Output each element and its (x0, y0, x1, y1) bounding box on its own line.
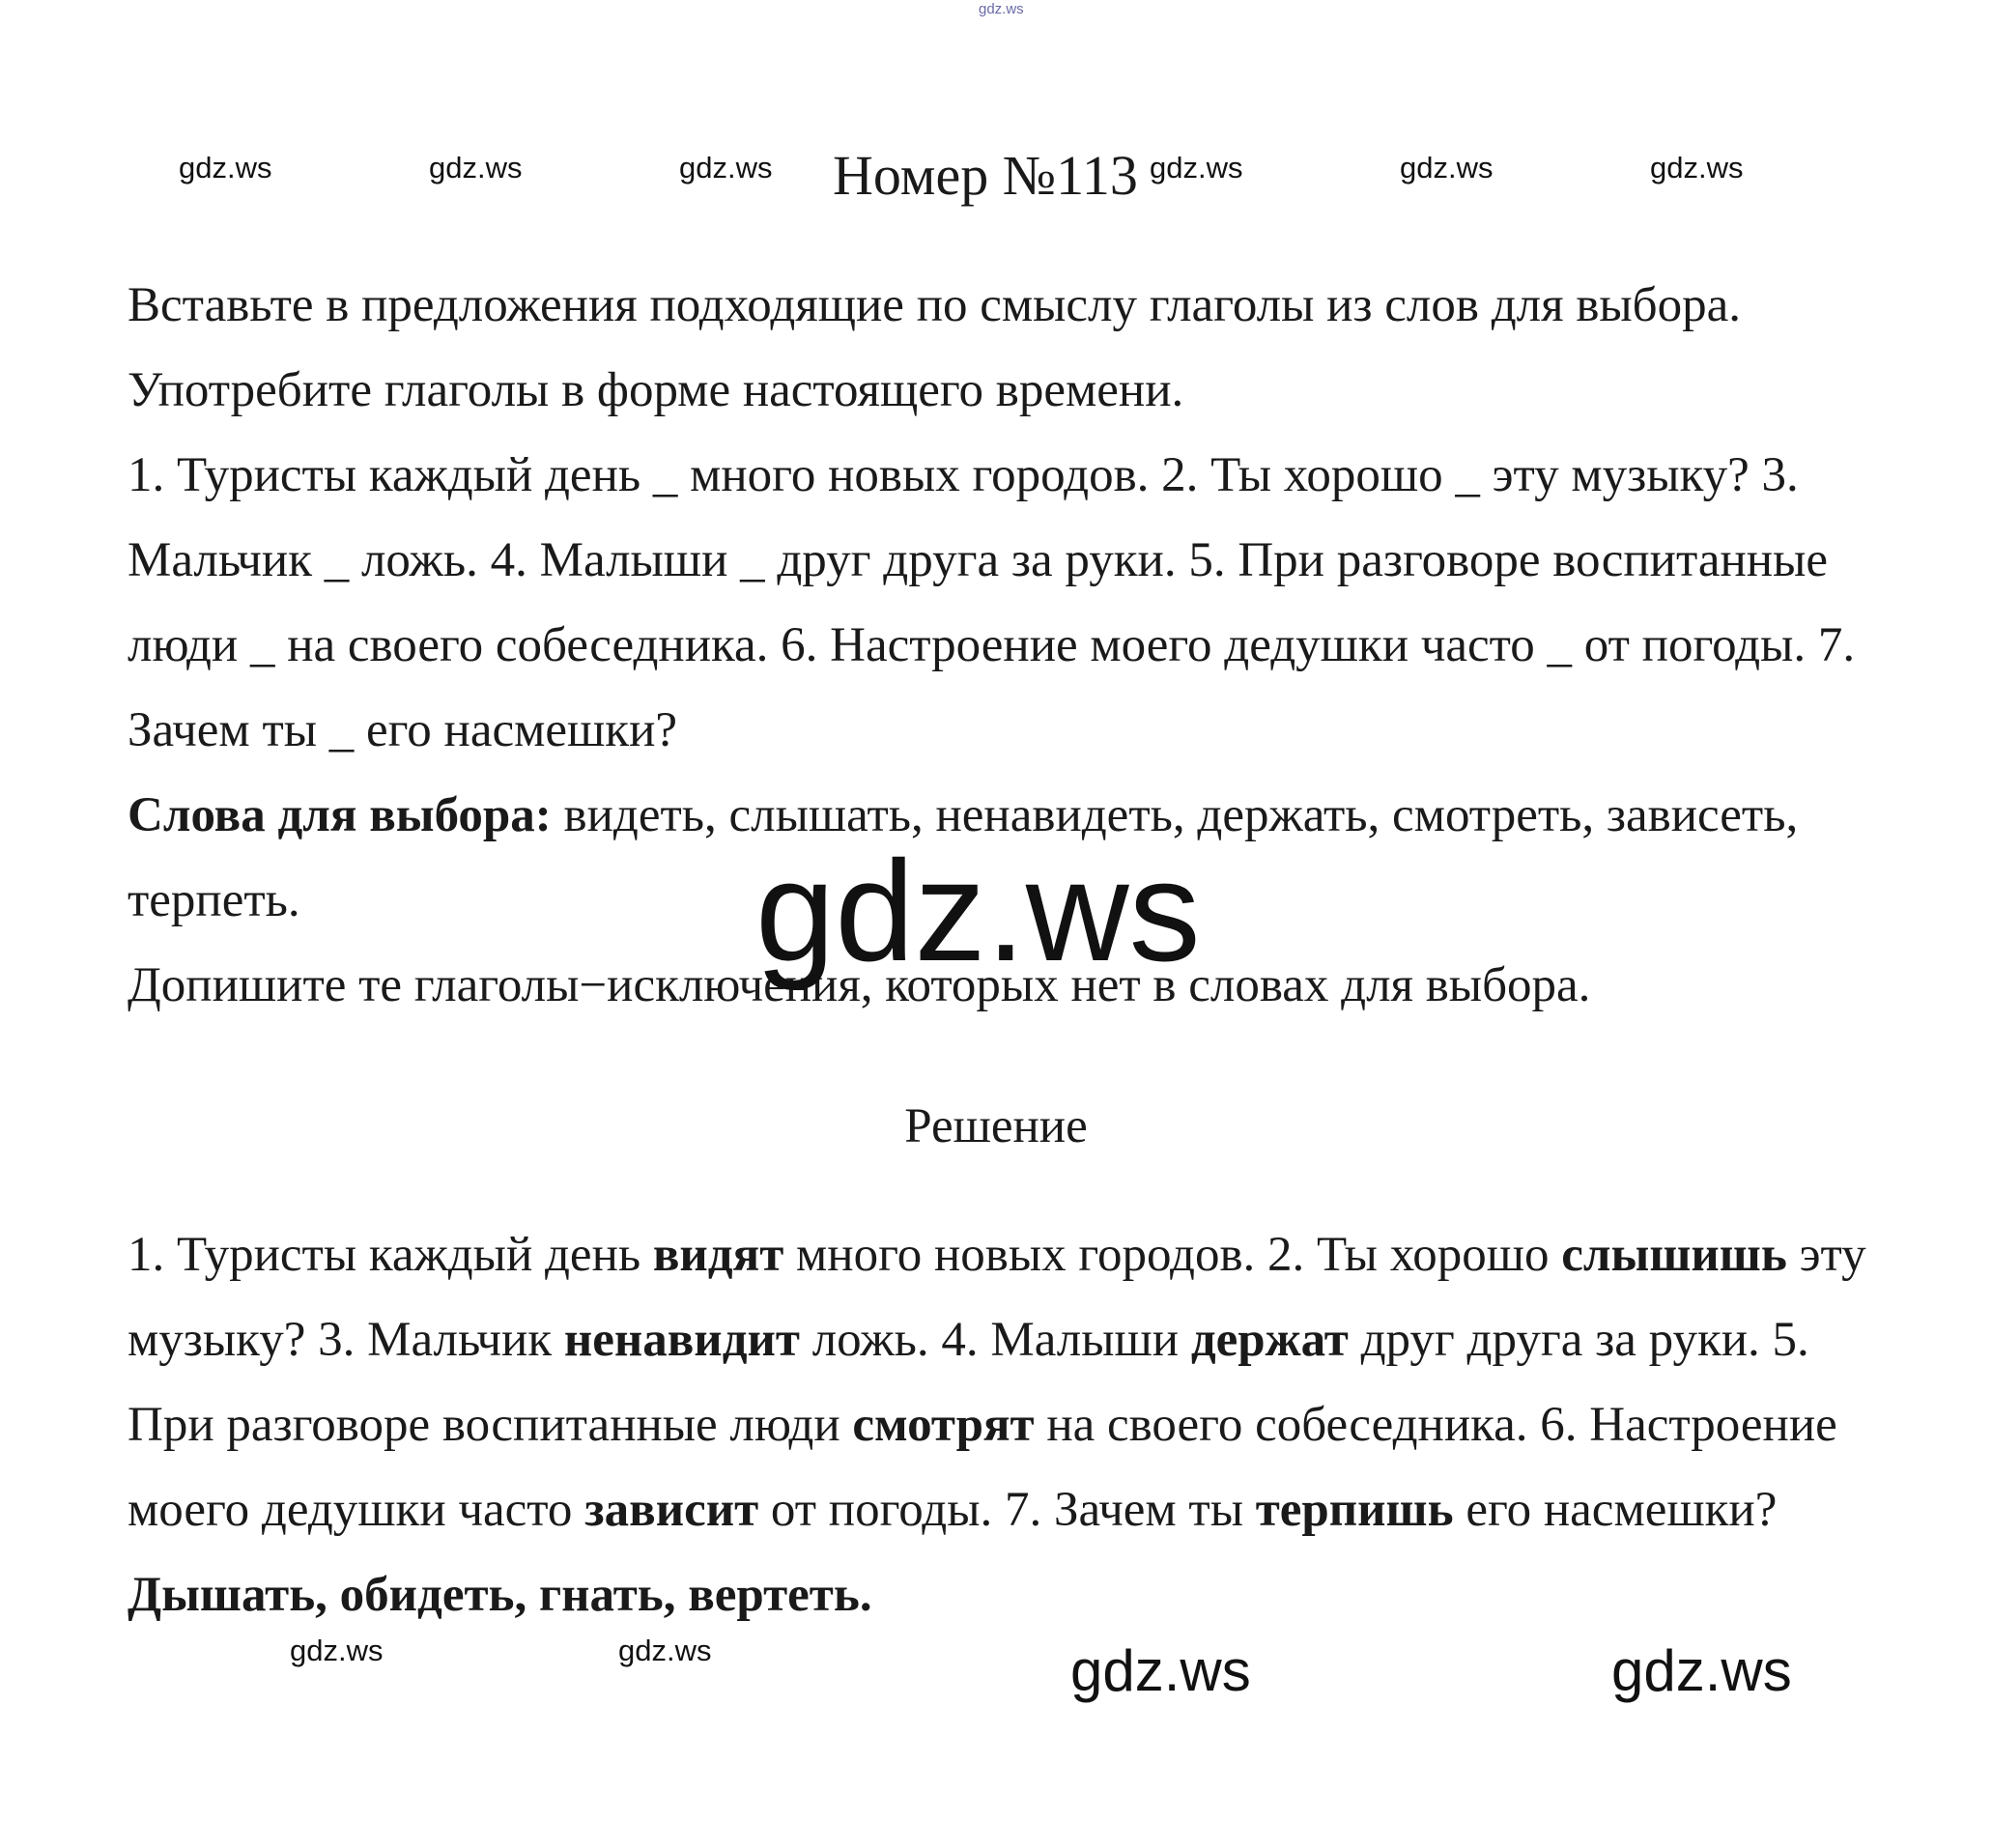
words-list: видеть, слышать, ненавидеть, держать, смотреть, зависеть, терпеть. (128, 788, 1799, 927)
answer-verb: терпишь (1255, 1483, 1454, 1537)
solution-segment: 1. Туристы каждый день (128, 1228, 653, 1282)
solution-segment: друг друга за руки. 5. При разговоре воспитанные люди (128, 1313, 1809, 1452)
solution-segment: его насмешки? (1453, 1483, 1778, 1537)
watermark-3: gdz.ws (679, 151, 773, 185)
watermark-8: gdz.ws (618, 1634, 712, 1667)
task-intro: Вставьте в предложения подходящие по смыслу глаголы из слов для выбора. Употребите глаголы в форме настоящего времени. (128, 278, 1742, 417)
watermark-5: gdz.ws (1400, 151, 1494, 185)
page-title: Номер №113 (833, 144, 1138, 207)
watermark-big: gdz.ws (755, 832, 1201, 991)
solution-text (128, 1212, 1866, 1637)
answer-verb: держат (1190, 1313, 1349, 1367)
exceptions-line (128, 1552, 1866, 1637)
words-label: Слова для выбора: (128, 788, 552, 842)
solution-segment: много новых городов. 2. Ты хорошо (783, 1228, 1562, 1282)
task-sentences: 1. Туристы каждый день _ много новых городов. 2. Ты хорошо _ эту музыку? 3. Мальчик _ ложь. 4. Малыши _ друг друга за руки. 5. При разговоре воспитанные люди _ на своего собеседника. 6. Настроение моего дедушки часто _ от погоды. 7. Зачем ты _ его насмешки? (128, 448, 1856, 757)
solution-segment: ложь. 4. Малыши (799, 1313, 1191, 1367)
answer-verb: ненавидит (563, 1313, 800, 1367)
watermark-4: gdz.ws (1150, 151, 1243, 185)
watermark-tiny: gdz.ws (979, 1, 1024, 17)
solution-segment: на своего собеседника. 6. Настроение моего дедушки часто (128, 1398, 1837, 1537)
solution-heading: Решение (904, 1099, 1088, 1153)
watermark-9: gdz.ws (1070, 1638, 1251, 1703)
watermark-10: gdz.ws (1611, 1638, 1792, 1703)
answer-verb: слышишь (1561, 1228, 1787, 1282)
watermark-2: gdz.ws (429, 151, 523, 185)
answer-verb: видят (652, 1228, 784, 1282)
answer-verb: зависит (584, 1483, 759, 1537)
solution-segment: эту музыку? 3. Мальчик (128, 1228, 1866, 1367)
task-extra: Допишите те глаголы−исключения, которых нет в словах для выбора. (128, 958, 1591, 1012)
solution-segment: от погоды. 7. Зачем ты (758, 1483, 1256, 1537)
exception-verbs: Дышать, обидеть, гнать, вертеть. (128, 1568, 872, 1622)
watermark-1: gdz.ws (179, 151, 272, 185)
watermark-6: gdz.ws (1650, 151, 1744, 185)
answer-verb: смотрят (852, 1398, 1035, 1452)
solution-paragraph (128, 1212, 1866, 1552)
watermark-7: gdz.ws (290, 1634, 384, 1667)
